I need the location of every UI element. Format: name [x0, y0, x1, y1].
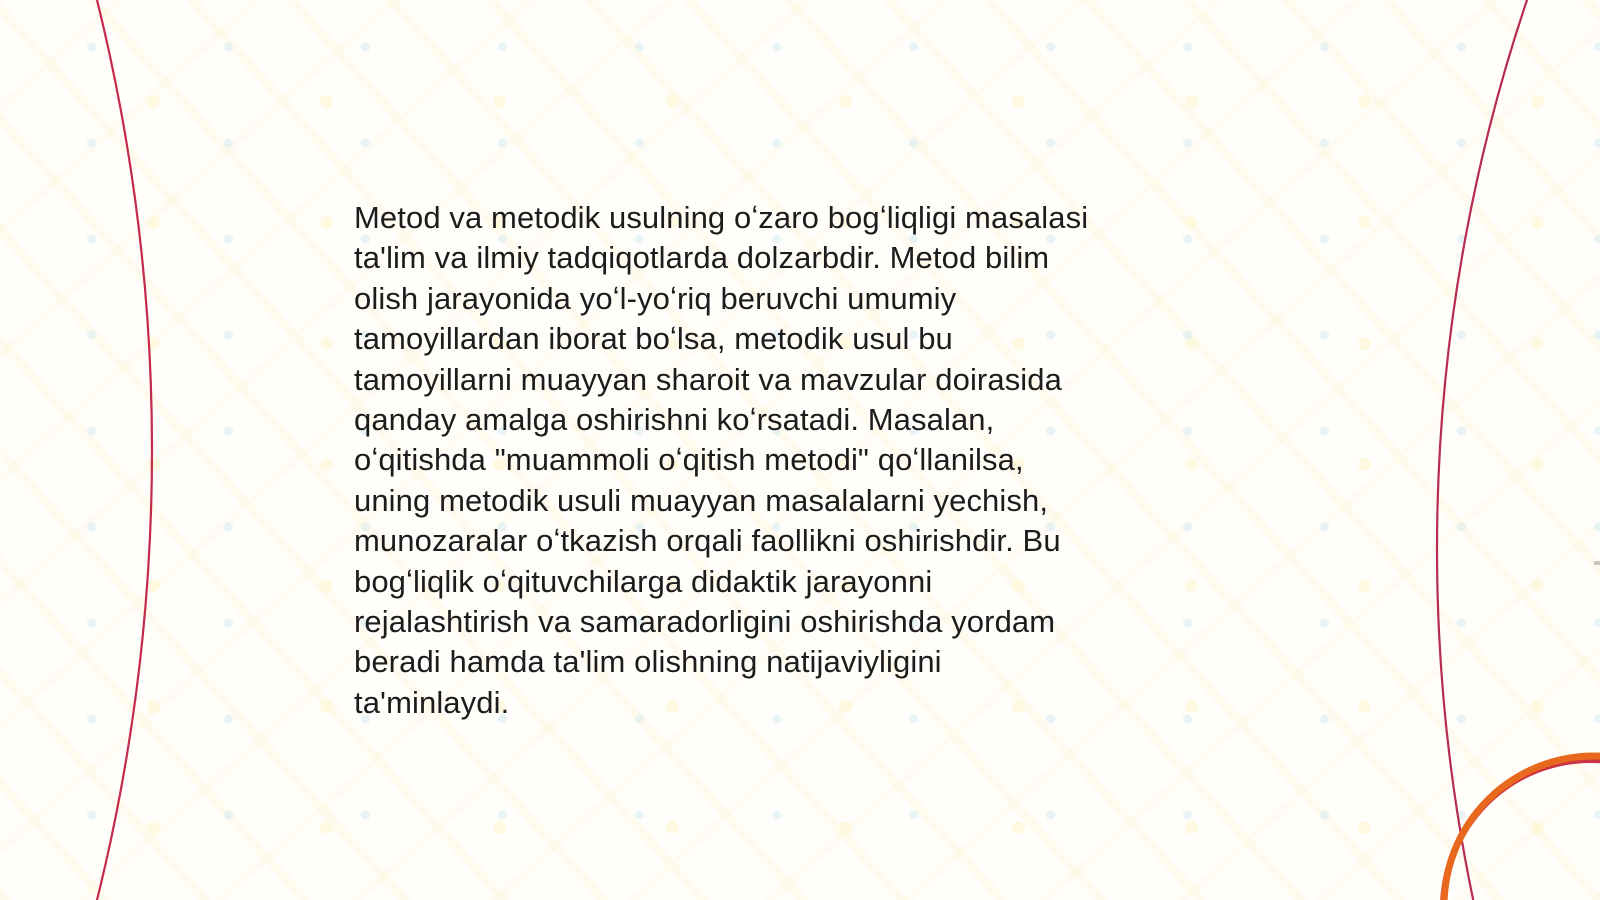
paragraph-line: qanday amalga oshirishni koʻrsatadi. Masalan,: [354, 402, 995, 438]
paragraph-line: oʻqitishda "muammoli oʻqitish metodi" qoʻllanilsa,: [354, 442, 1024, 478]
orange-circle: [1444, 756, 1600, 900]
paragraph-line: bogʻliqlik oʻqituvchilarga didaktik jarayonni: [354, 563, 933, 599]
paragraph-line: tamoyillardan iborat boʻlsa, metodik usul bu: [354, 321, 953, 357]
body-text: [354, 198, 1314, 723]
paragraph-line: tamoyillarni muayyan sharoit va mavzular doirasida: [354, 361, 1062, 397]
left-red-curve: [0, 0, 152, 900]
paragraph-line: olish jarayonida yoʻl-yoʻriq beruvchi umumiy: [354, 280, 957, 316]
edge-mark: [1594, 561, 1600, 565]
paragraph-line: ta'lim va ilmiy tadqiqotlarda dolzarbdir. Metod bilim: [354, 240, 1050, 276]
paragraph-line: Metod va metodik usulning oʻzaro bogʻliqligi masalasi: [354, 200, 1089, 235]
paragraph-line: ta'minlaydi.: [354, 684, 510, 720]
paragraph-line: beradi hamda ta'lim olishning natijaviyligini: [354, 644, 942, 680]
paragraph-line: uning metodik usuli muayyan masalalarni yechish,: [354, 482, 1049, 518]
paragraph-line: munozaralar oʻtkazish orqali faollikni oshirishdir. Bu: [354, 523, 1061, 559]
paragraph-line: rejalashtirish va samaradorligini oshirishda yordam: [354, 604, 1056, 640]
right-red-curve: [1437, 0, 1600, 900]
red-circle-underlay: [1443, 760, 1600, 900]
